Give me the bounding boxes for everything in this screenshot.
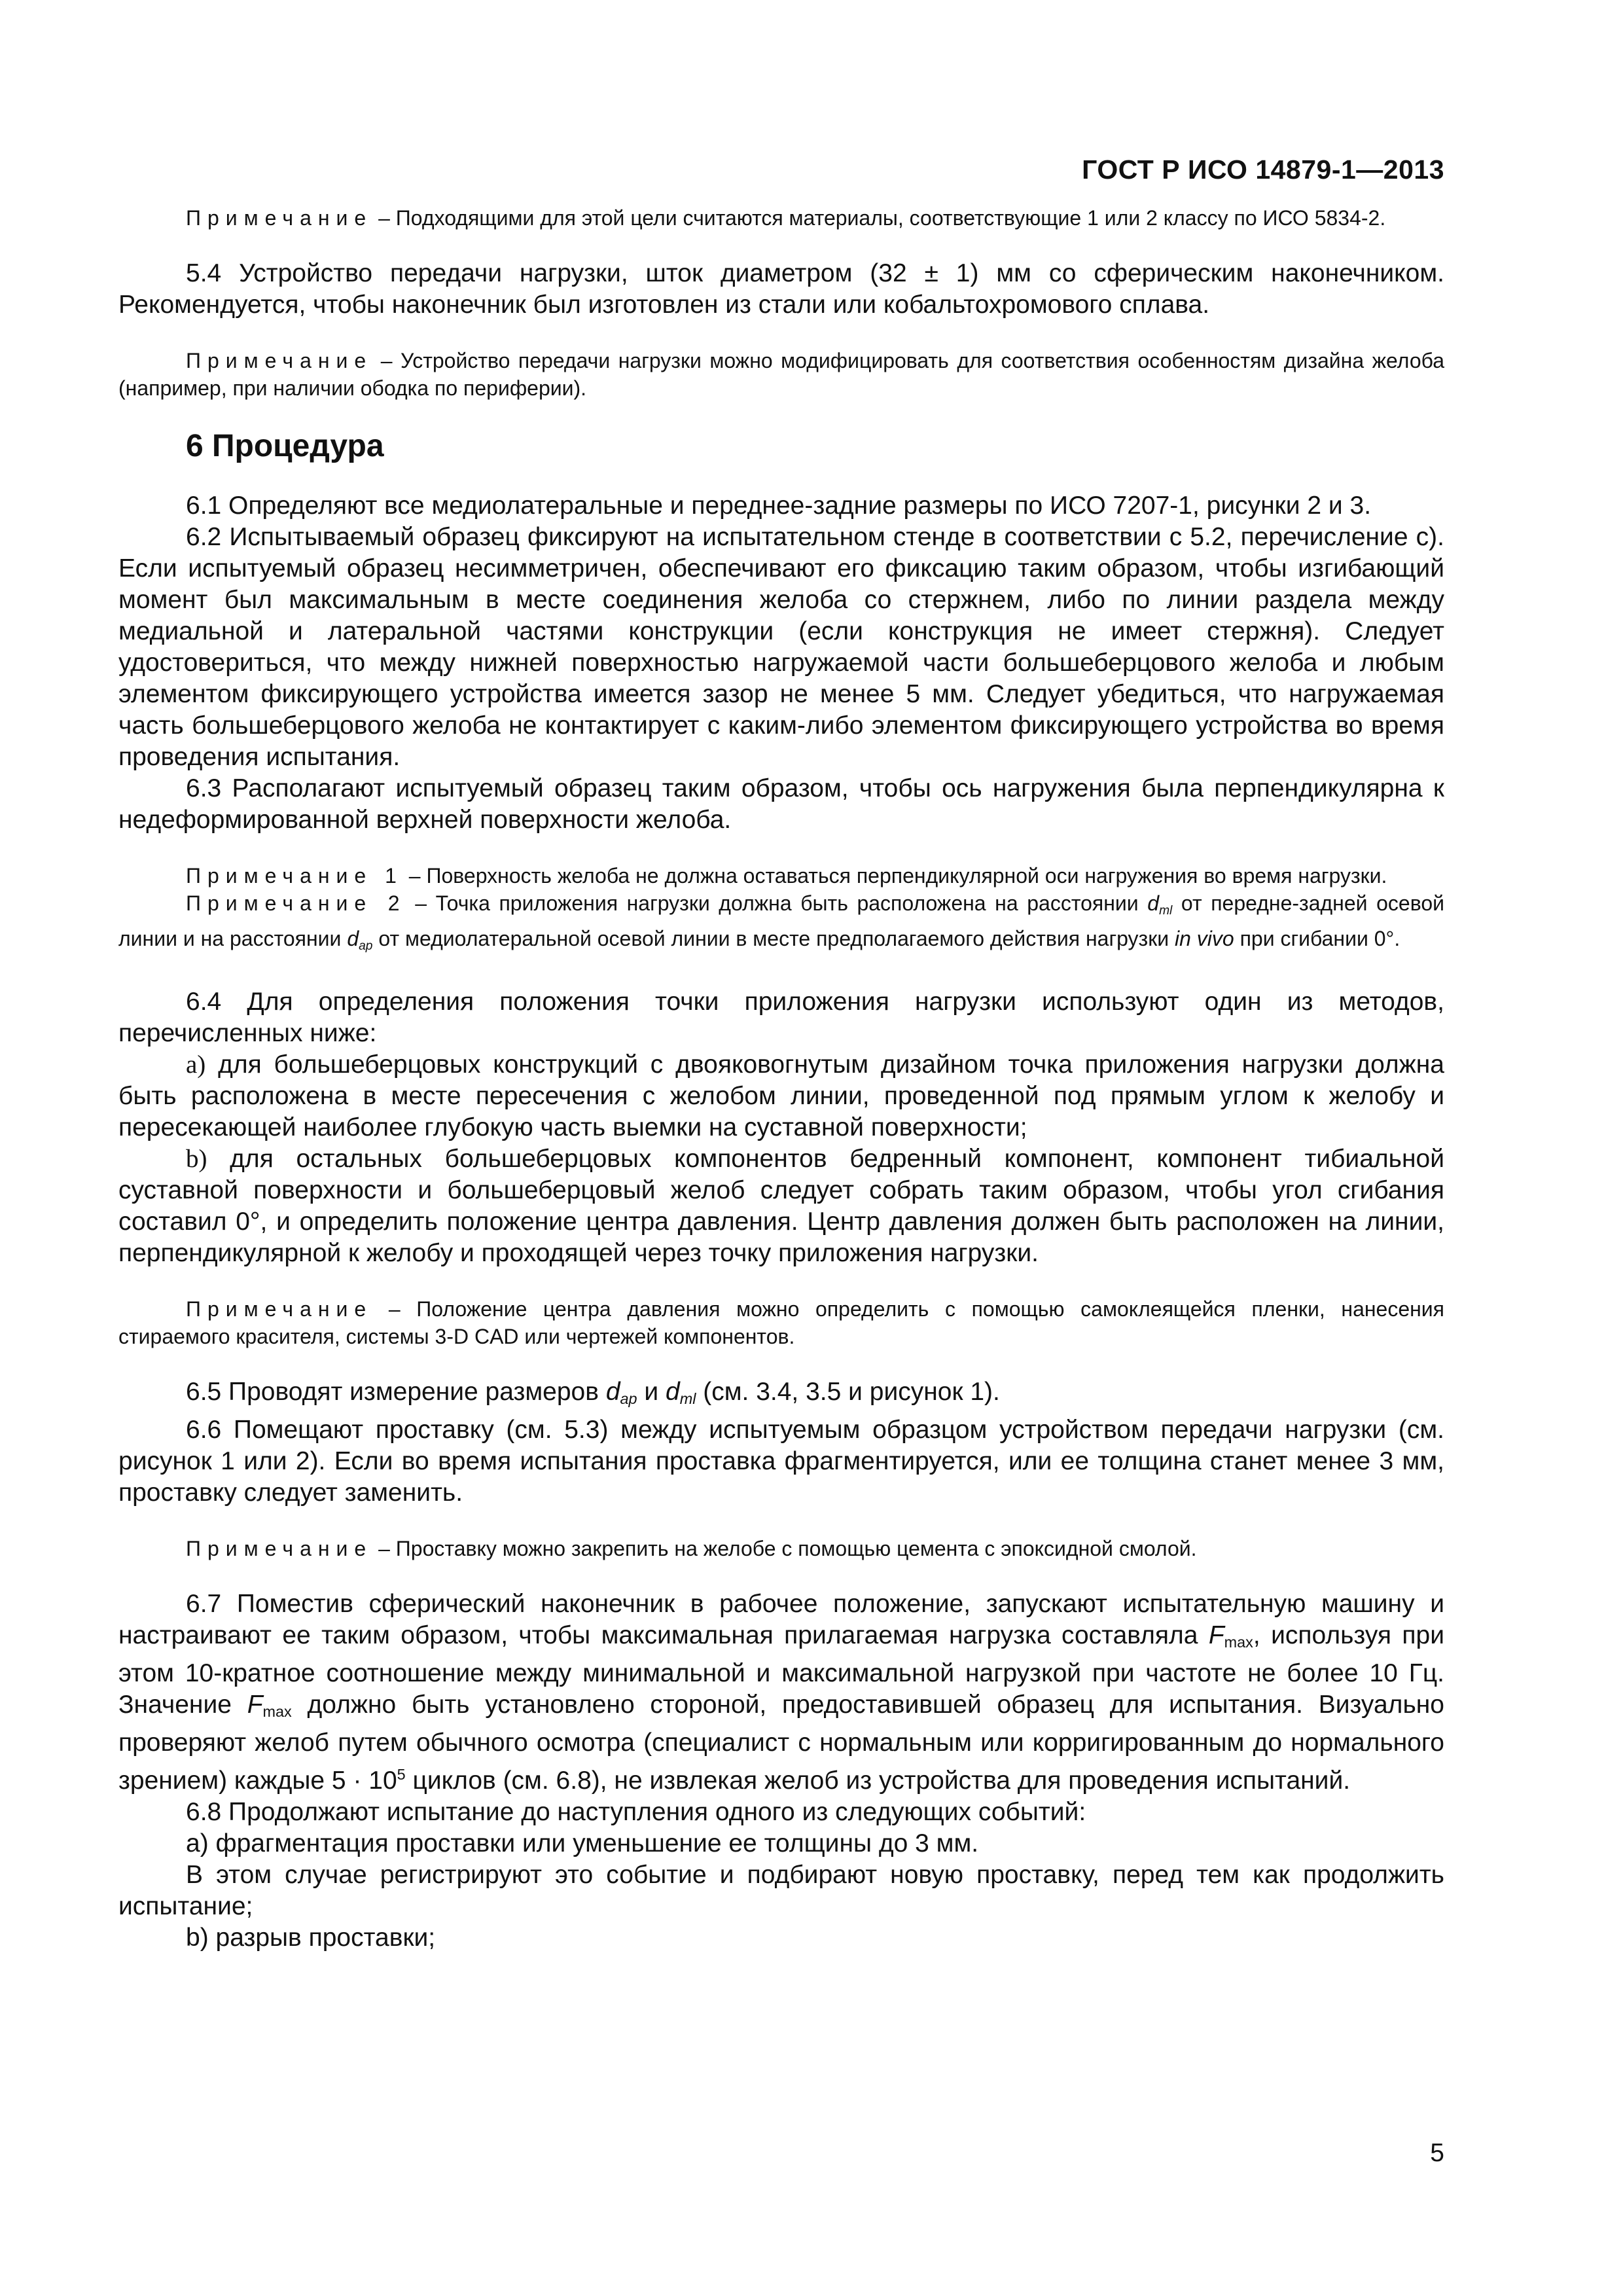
- document-header: ГОСТ Р ИСО 14879-1—2013: [1082, 154, 1444, 185]
- note-1-text: – Поверхность желоба не должна оставаться перпендикулярной оси нагружения во время нагрузки.: [402, 864, 1387, 888]
- symbol-f-max-sub: max: [1224, 1634, 1253, 1651]
- symbol-d-ap: $d_{ap}$: [347, 927, 373, 953]
- p-6-7-text-d: циклов (см. 6.8), не извлекая желоб из устройства для проведения испытаний.: [405, 1767, 1351, 1795]
- note-pressure: [118, 1295, 1444, 1350]
- note-spacer: [118, 1535, 1444, 1562]
- list-item-b: [118, 1143, 1444, 1269]
- paragraph-6-4: 6.4 Для определения положения точки приложения нагрузки используют один из методов, перечисленных ниже:: [118, 988, 1444, 1047]
- symbol-f-max-sub: max: [262, 1703, 292, 1720]
- p-6-7-text-c: должно быть установлено стороной, предоставившей образец для испытания. Визуально проверяют желоб путем обычного осмотра (специалист с нормальным или корригированным до нормального зрением) каждые 5 · 10: [118, 1691, 1444, 1795]
- p-6-5-text-b: и: [637, 1378, 666, 1406]
- paragraph-6-3: 6.3 Располагают испытуемый образец таким образом, чтобы ось нагружения была перпендикулярна к недеформированной верхней поверхности желоба.: [118, 774, 1444, 834]
- list-item-b-text: для остальных большеберцовых компонентов бедренный компонент, компонент тибиальной суставной поверхности и большеберцовый желоб следует собрать таким образом, чтобы угол сгибания составил 0°, и определить положение центра давления. Центр давления должен быть расположен на линии, перпендикулярной к желобу и проходящей через точку приложения нагрузки.: [118, 1145, 1444, 1267]
- note-2-text-d: при сгибании 0°.: [1234, 927, 1400, 950]
- note-2-text-c: от медиолатеральной осевой линии в месте предполагаемого действия нагрузки: [372, 927, 1175, 950]
- note-label: Примечание: [186, 349, 373, 372]
- in-vivo-term: in vivo: [1174, 927, 1234, 950]
- note-label: Примечание: [186, 1537, 373, 1560]
- note-text: – Устройство передачи нагрузки можно модифицировать для соответствия особенностям дизайна желоба (например, при наличии ободка по периферии).: [118, 349, 1444, 400]
- p-6-7-text-a: 6.7 Поместив сферический наконечник в рабочее положение, запускают испытательную машину и настраивают ее таким образом, чтобы максимальная прилагаемая нагрузка составляла: [118, 1590, 1444, 1649]
- paragraph-6-7: [118, 1588, 1444, 1797]
- symbol-d-ml: $d_{ml}$: [1147, 891, 1173, 918]
- paragraph-6-1: 6.1 Определяют все медиолатеральные и переднее-задние размеры по ИСО 7207-1, рисунки 2 и 3.: [186, 492, 1372, 520]
- p-6-5-text-c: (см. 3.4, 3.5 и рисунок 1).: [696, 1378, 1000, 1406]
- exponent: 5: [397, 1766, 406, 1783]
- paragraph-6-2: 6.2 Испытываемый образец фиксируют на испытательном стенде в соответствии с 5.2, перечисление с). Если испытуемый образец несимметричен, обеспечивают его фиксацию таким образом, чтобы изгибающий момент был максимальным в месте соединения желоба со стержнем, либо по линии раздела между медиальной и латеральной частями конструкции (если конструкция не имеет стержня). Следует удостовериться, что между нижней поверхностью нагружаемой части большеберцового желоба и любым элементом фиксирующего устройства имеется зазор не менее 5 мм. Следует убедиться, что нагружаемая часть большеберцового желоба не контактирует с каким-либо элементом фиксирующего устройства во время проведения испытания.: [118, 523, 1444, 771]
- paragraph-6-8-a: a) фрагментация проставки или уменьшение ее толщины до 3 мм.: [186, 1829, 979, 1857]
- p-6-5-text-a: 6.5 Проводят измерение размеров: [186, 1378, 606, 1406]
- note-text: – Подходящими для этой цели считаются материалы, соответствующие 1 или 2 классу по ИСО 5834-2.: [372, 206, 1386, 230]
- symbol-d-ap: $d_{ap}$: [605, 1378, 637, 1407]
- paragraph-6-5: [118, 1376, 1444, 1414]
- list-item-a: [118, 1049, 1444, 1143]
- paragraph-6-8-a-continued: В этом случае регистрируют это событие и подбирают новую проставку, перед тем как продолжить испытание;: [118, 1861, 1444, 1920]
- note-text: – Положение центра давления можно определить с помощью самоклеящейся пленки, нанесения стираемого красителя, системы 3-D CAD или чертежей компонентов.: [118, 1297, 1444, 1348]
- paragraph-6-6: 6.6 Помещают проставку (см. 5.3) между испытуемым образцом устройством передачи нагрузки (см. рисунок 1 или 2). Если во время испытания проставка фрагментируется, или ее толщина станет менее 3 мм, проставку следует заменить.: [118, 1416, 1444, 1507]
- note-2: [118, 889, 1444, 960]
- document-body: [118, 204, 1444, 1954]
- note-2-text-b: от передне-задней осевой линии и на расстоянии: [118, 891, 1445, 950]
- note-materials: [118, 204, 1444, 232]
- note-text: – Проставку можно закрепить на желобе с помощью цемента с эпоксидной смолой.: [372, 1537, 1197, 1560]
- note-device: [118, 347, 1444, 402]
- note-1-label: Примечание 1: [186, 864, 403, 888]
- p-6-7-text-b: , используя при этом 10-кратное соотношение между минимальной и максимальной нагрузкой при частоте не более 10 Гц. Значение: [118, 1621, 1444, 1719]
- symbol-f-max: F: [247, 1691, 263, 1719]
- list-marker-a: a): [186, 1050, 206, 1079]
- list-marker-b: b): [186, 1145, 207, 1173]
- note-1: [118, 862, 1444, 889]
- paragraph-6-8-b: b) разрыв проставки;: [186, 1924, 436, 1952]
- paragraph-5-4: 5.4 Устройство передачи нагрузки, шток диаметром (32 ± 1) мм со сферическим наконечником. Рекомендуется, чтобы наконечник был изготовлен из стали или кобальтохромового сплава.: [118, 259, 1444, 319]
- note-label: Примечание: [186, 206, 373, 230]
- symbol-f-max: F: [1208, 1621, 1224, 1649]
- page-number: 5: [1430, 2139, 1444, 2167]
- symbol-d-ml: $d_{ml}$: [666, 1378, 696, 1407]
- section-heading-6: 6 Процедура: [186, 429, 384, 463]
- note-2-label: Примечание 2: [186, 891, 406, 915]
- note-2-text-a: – Точка приложения нагрузки должна быть расположена на расстоянии: [406, 891, 1148, 915]
- list-item-a-text: для большеберцовых конструкций с двояковогнутым дизайном точка приложения нагрузки должна быть расположена в месте пересечения с желобом линии, проведенной под прямым углом к желобу и пересекающей наиболее глубокую часть выемки на суставной поверхности;: [118, 1050, 1444, 1141]
- paragraph-6-8: 6.8 Продолжают испытание до наступления одного из следующих событий:: [186, 1798, 1086, 1826]
- note-label: Примечание: [186, 1297, 373, 1321]
